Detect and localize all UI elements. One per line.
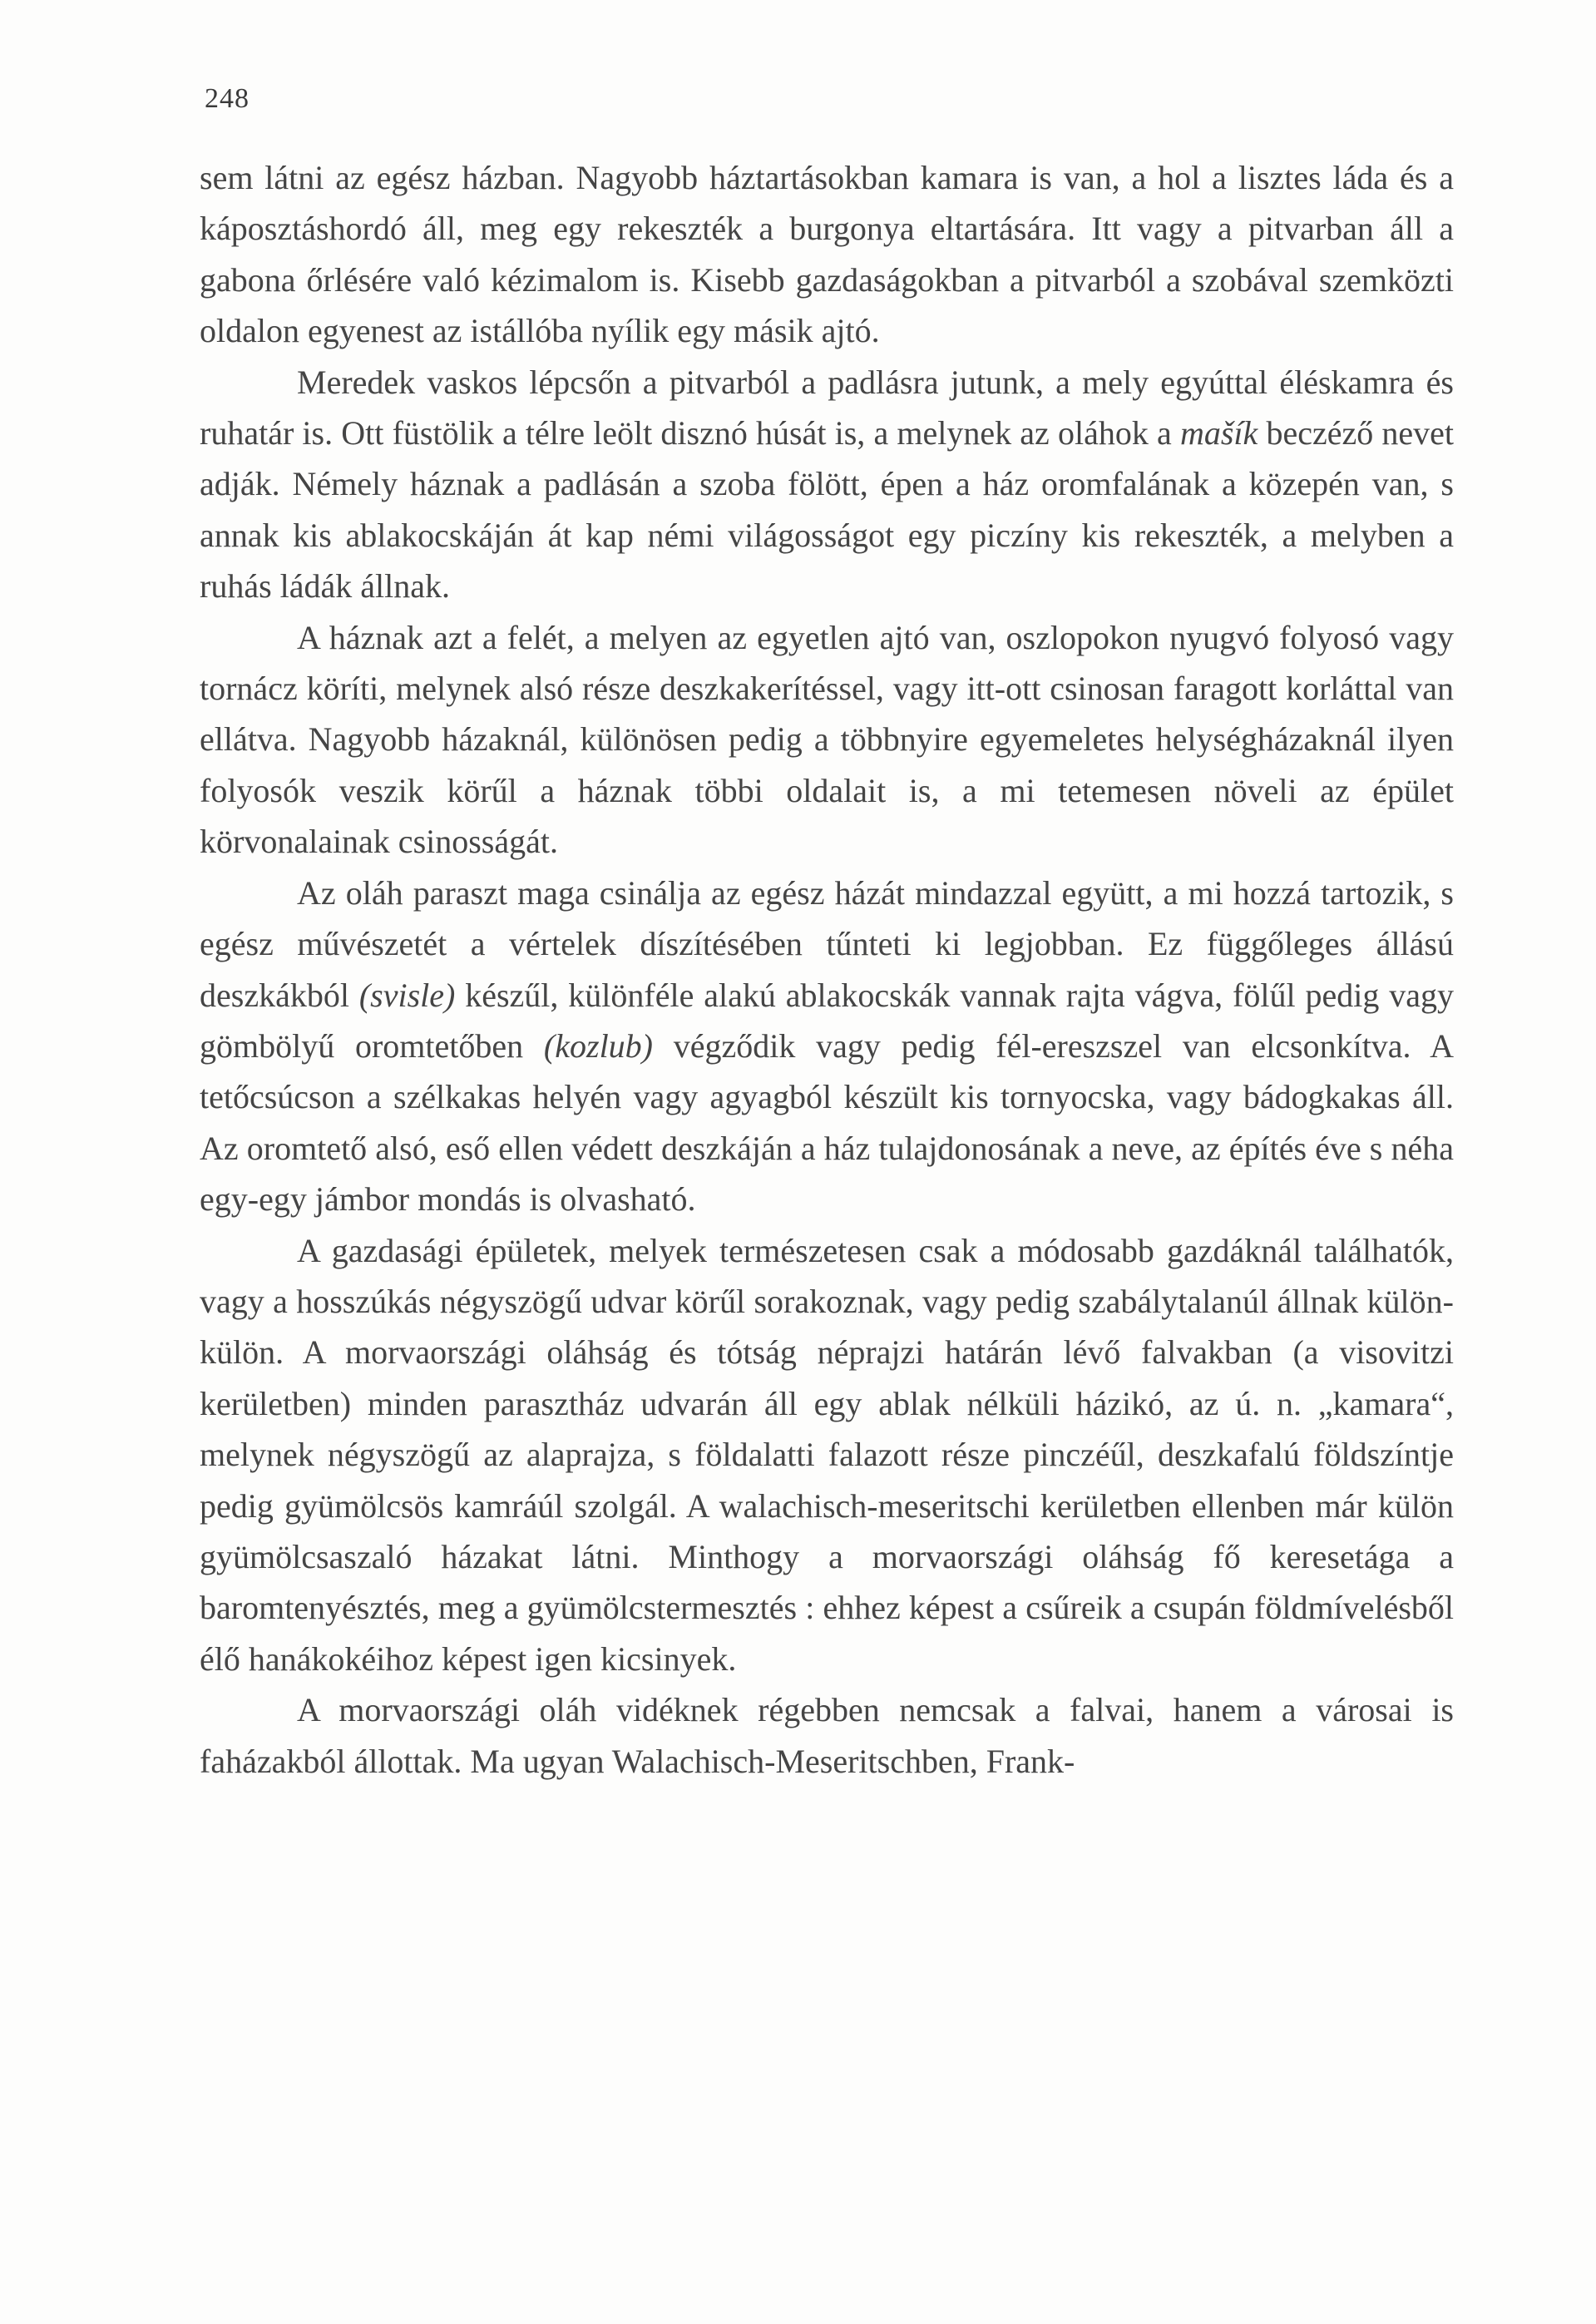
paragraph	[200, 357, 1454, 612]
italic-term: (kozlub)	[543, 1026, 653, 1065]
text-run: sem látni az egész házban. Nagyobb háztartásokban kamara is van, a hol a lisztes láda és a káposztáshordó áll, meg egy rekeszték a burgonya eltartására. Itt vagy a pitvarban áll a gabona őrlésére való kézimalom is. Kisebb gazdaságokban a pitvarból a szobával szemközti oldalon egyenest az istállóba nyílik egy másik ajtó.	[200, 159, 1454, 350]
text-run: A morvaországi oláh vidéknek régebben nemcsak a falvai, hanem a városai is faházakból állottak. Ma ugyan Walachisch-Meseritschben, Frank-	[200, 1691, 1454, 1780]
paragraph	[200, 1225, 1454, 1685]
text-run: Az oláh paraszt maga csinálja az egész házát mindazzal együtt, a mi hozzá tartozik, s egész művészetét a vértelek díszítésében tűnteti ki legjobban. Ez függőleges állású deszkákból	[200, 873, 1454, 1014]
text-run: készűl, különféle alakú ablakocskák vannak rajta vágva, fölűl pedig vagy gömbölyű oromtetőben	[200, 976, 1454, 1065]
body-text	[200, 152, 1454, 1787]
text-run: A háznak azt a felét, a melyen az egyetlen ajtó van, oszlopokon nyugvó folyosó vagy tornácz köríti, melynek alsó része deszkakerítéssel, vagy itt-ott csinosan faragott korláttal van ellátva. Nagyobb házaknál, különösen pedig a többnyire egyemeletes helységházaknál ilyen folyosók veszik körűl a háznak többi oldalait is, a mi tetemesen növeli az épület körvonalainak csinosságát.	[200, 618, 1454, 861]
text-run: beczéző nevet adják. Némely háznak a padlásán a szoba fölött, épen a ház oromfalának a közepén van, s annak kis ablakocskáján át kap némi világosságot egy piczíny kis rekeszték, a melyben a ruhás ládák állnak.	[200, 414, 1454, 606]
italic-term: mašík	[1179, 414, 1258, 452]
text-run: Meredek vaskos lépcsőn a pitvarból a padlásra jutunk, a mely egyúttal éléskamra és ruhatár is. Ott füstölik a télre leölt disznó húsát is, a melynek az oláhok a	[200, 363, 1454, 452]
paragraph	[200, 868, 1454, 1225]
text-run: A gazdasági épületek, melyek természetesen csak a módosabb gazdáknál találhatók, vagy a hosszúkás négyszögű udvar körűl sorakoznak, vagy pedig szabálytalanúl állnak külön-külön. A morvaországi oláhság és tótság néprajzi határán lévő falvakban (a visovitzi kerületben) minden parasztház udvarán áll egy ablak nélküli házikó, az ú. n. „kamara“, melynek négyszögű az alaprajza, s földalatti falazott része pinczéűl, deszkafalú földszíntje pedig gyümölcsös kamráúl szolgál. A walachisch-meseritschi kerületben ellenben már külön gyümölcsaszaló házakat látni. Minthogy a morvaországi oláhság fő keresetága a baromtenyésztés, meg a gyümölcstermesztés : ehhez képest a csűreik a csupán földmívelésből élő hanákokéihoz képest igen kicsinyek.	[200, 1231, 1454, 1678]
text-run: végződik vagy pedig fél-ereszszel van elcsonkítva. A tetőcsúcson a szélkakas helyén vagy agyagból készült kis tornyocska, vagy bádogkakas áll. Az oromtető alsó, eső ellen védett deszkáján a ház tulajdonosának a neve, az építés éve s néha egy-egy jámbor mondás is olvasható.	[200, 1026, 1454, 1219]
paragraph	[200, 152, 1454, 357]
paragraph	[200, 612, 1454, 868]
page-number: 248	[205, 83, 250, 114]
paragraph	[200, 1684, 1454, 1787]
italic-term: (svisle)	[358, 976, 456, 1014]
